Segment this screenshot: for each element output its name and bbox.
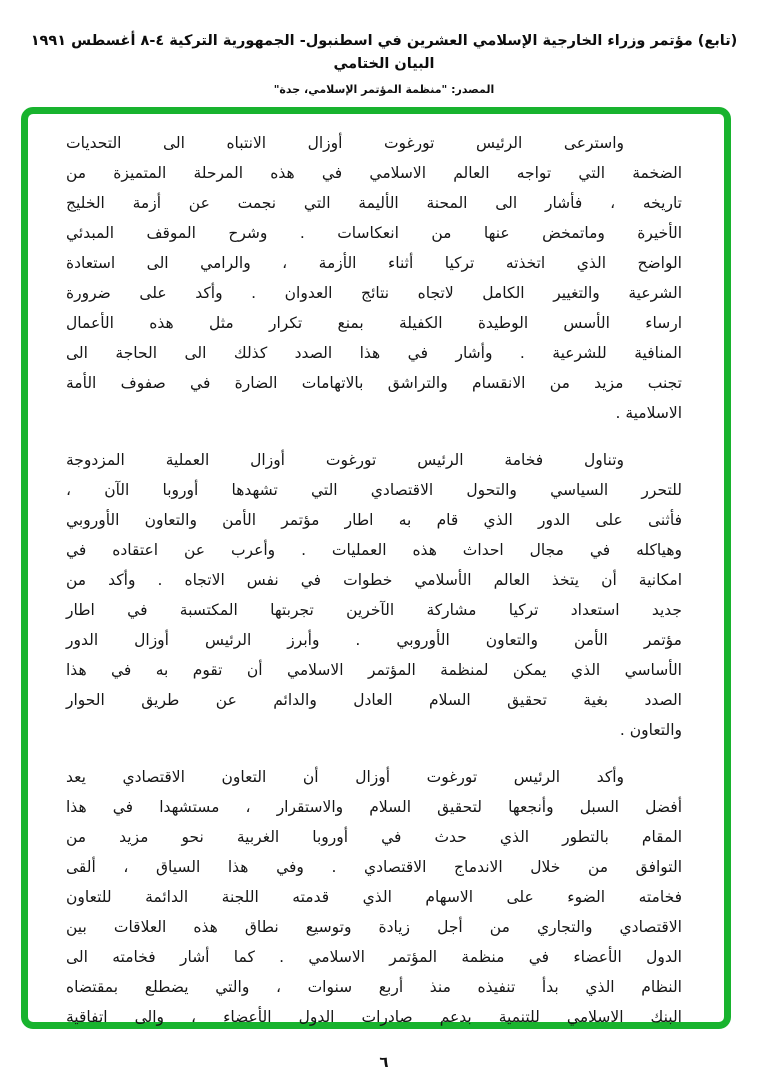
paragraph (66, 445, 682, 745)
text-line: الأساسي الذي يمكن لمنظمة المؤتمر الاسلامي أن تقوم به في هذا (66, 661, 682, 679)
content-border-box (21, 107, 731, 1029)
page-number: ٦ (379, 1053, 389, 1071)
text-line: فأثنى على الدور الذي قام به اطار مؤتمر الأمن والتعاون الأوروبي (66, 511, 682, 529)
text-line: النظام الذي بدأ تنفيذه منذ أربع سنوات ، والتي يضطلع بمقتضاه (66, 978, 682, 996)
text-line: الصدد بغية تحقيق السلام العادل والدائم عن طريق الحوار (66, 691, 682, 709)
text-line: تجنب مزيد من الانقسام والتراشق بالاتهامات الضارة في صفوف الأمة (66, 374, 682, 392)
text-line: فخامته الضوء على الاسهام الذي قدمته اللجنة الدائمة للتعاون (66, 888, 682, 906)
text-line: أفضل السبل وأنجعها لتحقيق السلام والاستقرار ، مستشهدا في هذا (66, 798, 682, 816)
text-line: واسترعى الرئيس تورغوت أوزال الانتباه الى التحديات (66, 134, 624, 152)
text-line: الواضح الذي اتخذته تركيا أثناء الأزمة ، والرامي الى استعادة (66, 254, 682, 272)
text-line: الشرعية والتغيير الكامل لاتجاه نتائج العدوان . وأكد على ضرورة (66, 284, 682, 302)
document-header (0, 30, 768, 96)
document-source: المصدر: "منظمة المؤتمر الإسلامي، جدة" (273, 83, 495, 97)
text-line: امكانية أن يتخذ العالم الأسلامي خطوات في نفس الاتجاه . وأكد من (66, 571, 682, 589)
body-text (28, 114, 724, 1032)
text-line: الضخمة التي تواجه العالم الاسلامي في هذه المرحلة المتميزة من (66, 164, 682, 182)
text-line: المقام بالتطور الذي حدث في أوروبا الغربية نحو مزيد من (66, 828, 682, 846)
text-line: والتعاون . (619, 721, 682, 739)
text-line: ارساء الأسس الوطيدة الكفيلة بمنع تكرار مثل هذه الأعمال (66, 314, 682, 332)
text-line: وهياكله في مجال احداث هذه العمليات . وأعرب عن اعتقاده في (66, 541, 682, 559)
text-line: وتناول فخامة الرئيس تورغوت أوزال العملية المزدوجة (66, 451, 624, 469)
text-line: المنافية للشرعية . وأشار في هذا الصدد كذلك الى الحاجة الى (66, 344, 682, 362)
paragraph (66, 128, 682, 428)
text-line: للتحرر السياسي والتحول الاقتصادي التي تشهدها أوروبا الآن ، (66, 481, 682, 499)
text-line: الأخيرة وماتمخض عنها من انعكاسات . وشرح الموقف المبدئي (66, 224, 682, 242)
text-line: التوافق من خلال الاندماج الاقتصادي . وفي هذا السياق ، ألقى (66, 858, 682, 876)
paragraph (66, 762, 682, 1032)
text-line: الاقتصادي والتجاري من أجل زيادة وتوسيع نطاق هذه العلاقات بين (66, 918, 682, 936)
text-line: البنك الاسلامي للتنمية بدعم صادرات الدول الأعضاء ، والى اتفاقية (66, 1008, 682, 1026)
text-line: مؤتمر الأمن والتعاون الأوروبي . وأبرز الرئيس أوزال الدور (66, 631, 682, 649)
text-line: تاريخه ، فأشار الى المحنة الأليمة التي نجمت عن أزمة الخليج (66, 194, 682, 212)
text-line: الاسلامية . (615, 404, 682, 422)
text-line: جديد استعداد تركيا مشاركة الآخرين تجربتها المكتسبة في اطار (66, 601, 682, 619)
document-title: (تابع) مؤتمر وزراء الخارجية الإسلامي العشرين في اسطنبول- الجمهورية التركية ٤-٨ أغسطس ١٩٩١ البيان الختامي (30, 33, 738, 73)
text-line: الدول الأعضاء في منظمة المؤتمر الاسلامي . كما أشار فخامته الى (66, 948, 682, 966)
text-line: وأكد الرئيس تورغوت أوزال أن التعاون الاقتصادي يعد (66, 768, 624, 786)
